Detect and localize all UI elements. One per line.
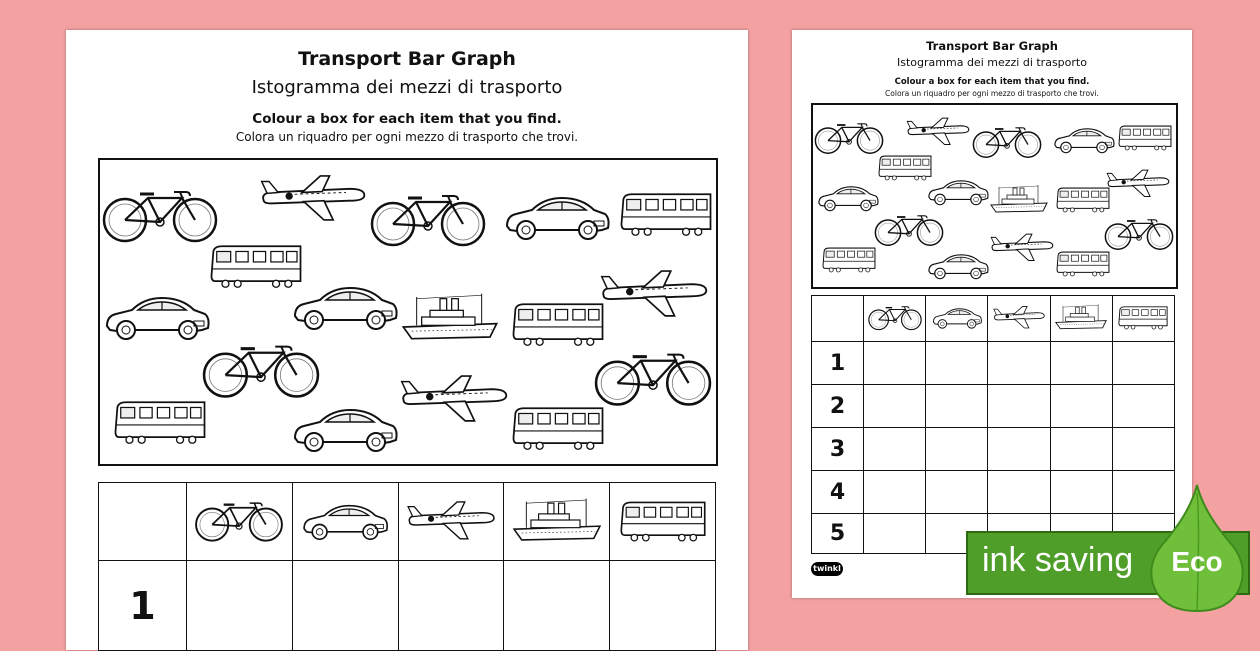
- row-number: 4: [812, 471, 864, 514]
- table-row: [812, 342, 1175, 385]
- bicycle-icon: [368, 188, 488, 248]
- airplane-icon: [989, 231, 1055, 263]
- bicycle-icon: [200, 338, 322, 400]
- row-number: 2: [812, 385, 864, 428]
- colour-box[interactable]: [1112, 385, 1174, 428]
- car-icon: [502, 188, 612, 243]
- car-icon: [925, 175, 991, 207]
- colour-box[interactable]: [1112, 342, 1174, 385]
- badge-tag: Eco: [1171, 546, 1223, 577]
- bicycle-icon: [1103, 215, 1175, 251]
- car-icon: [925, 249, 991, 281]
- worksheet-large: [66, 30, 748, 650]
- bicycle-icon: [100, 184, 220, 244]
- airplane-icon: [398, 370, 510, 426]
- worksheet-title: Transport Bar Graph: [298, 48, 516, 70]
- worksheet-title: Transport Bar Graph: [926, 39, 1058, 53]
- car-icon: [815, 181, 881, 213]
- colour-box[interactable]: [1050, 342, 1112, 385]
- corner-cell: [812, 296, 864, 342]
- colour-box[interactable]: [1050, 385, 1112, 428]
- worksheet-instruction-italian: Colora un riquadro per ogni mezzo di trasporto che trovi.: [235, 130, 579, 144]
- bicycle-icon: [971, 123, 1043, 159]
- colour-box[interactable]: [398, 561, 504, 651]
- column-header-cell: [398, 483, 504, 561]
- column-header-cell: [187, 483, 293, 561]
- row-number: 3: [812, 428, 864, 471]
- picture-search-area: [811, 103, 1178, 289]
- column-header-cell: [292, 483, 398, 561]
- table-row: [812, 428, 1175, 471]
- car-icon: [102, 288, 212, 343]
- train-icon: [1055, 185, 1111, 213]
- train-icon: [1055, 249, 1111, 277]
- colour-box[interactable]: [864, 428, 926, 471]
- column-header-cell: [610, 483, 716, 561]
- ship-icon: [989, 183, 1049, 215]
- worksheet-instruction: Colour a box for each item that you find.: [894, 77, 1090, 87]
- corner-cell: [99, 483, 187, 561]
- colour-box[interactable]: [926, 385, 988, 428]
- train-icon: [510, 402, 606, 452]
- bicycle-icon: [592, 346, 714, 408]
- airplane-icon: [598, 265, 710, 321]
- colour-box[interactable]: [864, 471, 926, 514]
- colour-box[interactable]: [292, 561, 398, 651]
- train-icon: [618, 188, 714, 238]
- colour-box[interactable]: [1050, 428, 1112, 471]
- ship-icon: [400, 290, 500, 344]
- worksheet-instruction: Colour a box for each item that you find.: [252, 111, 562, 127]
- train-icon: [510, 298, 606, 348]
- colour-box[interactable]: [988, 428, 1050, 471]
- column-header-cell: [504, 483, 610, 561]
- colour-box[interactable]: [864, 342, 926, 385]
- bar-graph-table: [98, 482, 716, 651]
- colour-box[interactable]: [864, 514, 926, 554]
- table-header-row: [99, 483, 716, 561]
- colour-box[interactable]: [610, 561, 716, 651]
- bicycle-icon: [873, 211, 945, 247]
- table-row: [99, 561, 716, 651]
- row-number: 1: [99, 561, 187, 651]
- badge-label: ink saving: [982, 541, 1134, 579]
- leaf-drop-icon: [1144, 483, 1250, 613]
- colour-box[interactable]: [864, 385, 926, 428]
- airplane-icon: [258, 170, 368, 225]
- row-number: 1: [812, 342, 864, 385]
- table-header-row: [812, 296, 1175, 342]
- table-row: [812, 385, 1175, 428]
- colour-box[interactable]: [504, 561, 610, 651]
- worksheet-title-italian: Istogramma dei mezzi di trasporto: [897, 56, 1087, 69]
- colour-box[interactable]: [926, 342, 988, 385]
- worksheet-instruction-italian: Colora un riquadro per ogni mezzo di trasporto che trovi.: [885, 89, 1099, 98]
- car-icon: [1051, 123, 1117, 155]
- worksheet-title-italian: Istogramma dei mezzi di trasporto: [251, 77, 563, 98]
- twinkl-logo: twinkl: [811, 562, 843, 576]
- column-header-cell: [926, 296, 988, 342]
- ink-saving-badge: [966, 483, 1250, 595]
- column-header-cell: [864, 296, 926, 342]
- picture-search-area: [98, 158, 718, 466]
- car-icon: [290, 400, 400, 455]
- column-header-cell: [988, 296, 1050, 342]
- airplane-icon: [1105, 167, 1171, 199]
- car-icon: [290, 278, 400, 333]
- colour-box[interactable]: [1112, 428, 1174, 471]
- bicycle-icon: [813, 119, 885, 155]
- train-icon: [1117, 123, 1173, 151]
- column-header-cell: [1050, 296, 1112, 342]
- train-icon: [821, 245, 877, 273]
- train-icon: [112, 396, 208, 446]
- colour-box[interactable]: [187, 561, 293, 651]
- colour-box[interactable]: [926, 428, 988, 471]
- airplane-icon: [905, 115, 971, 147]
- colour-box[interactable]: [988, 385, 1050, 428]
- column-header-cell: [1112, 296, 1174, 342]
- colour-box[interactable]: [988, 342, 1050, 385]
- row-number: 5: [812, 514, 864, 554]
